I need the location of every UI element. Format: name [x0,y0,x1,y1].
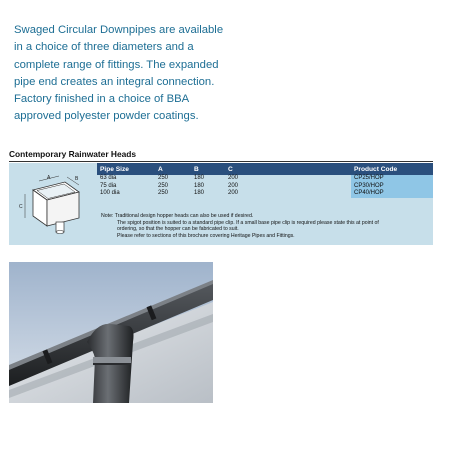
intro-line: approved polyester powder coatings. [14,110,199,123]
intro-line: complete range of fittings. The expanded [14,58,219,71]
notes-block [101,213,431,239]
pipe-clip [93,357,131,363]
header-a: A [155,163,191,175]
cell-pipe-size: 100 dia [100,190,120,197]
intro-line: in a choice of three diameters and a [14,41,194,54]
cell-product-code: CP30/HOP [351,183,433,191]
header-c: C [225,163,351,175]
gutter-downpipe-photo [9,262,213,403]
cell-a: 250 [158,190,169,197]
spigot-end [56,231,64,234]
cell-c: 200 [228,190,239,197]
note-line: Please refer to sections of this brochure covering Heritage Pipes and Fittings. [117,232,295,239]
cell-b: 180 [194,182,205,189]
table-header-row [97,163,433,175]
rainwater-head-diagram [9,172,89,242]
cell-product-code: CP40/HOP [351,190,433,198]
note-line: ordering, so that the hopper can be fabricated to suit. [117,226,239,233]
cell-a: 250 [158,175,169,181]
cell-product-code: CP25/HOP [351,175,433,183]
intro-line: Factory finished in a choice of BBA [14,93,190,106]
table-row [97,190,433,198]
note-line: The spigot position is suited to a standard pipe clip. If a small base pipe clip is required please state this at point of [117,219,379,226]
cell-c: 200 [228,175,239,181]
header-pipe-size: Pipe Size [97,163,155,175]
dimension-label-c: C [19,204,23,210]
table-row [97,175,433,183]
section-divider [9,161,433,162]
section-title: Contemporary Rainwater Heads [9,149,137,159]
cell-b: 180 [194,190,205,197]
intro-line: pipe end creates an integral connection. [14,75,215,88]
cell-pipe-size: 63 dia [100,175,117,181]
dimension-label-b: B [75,176,79,182]
intro-line: Swaged Circular Downpipes are available [14,24,224,36]
cell-a: 250 [158,182,169,189]
intro-text [14,22,254,126]
header-b: B [191,163,225,175]
table-row [97,183,433,191]
header-product-code: Product Code [351,163,433,175]
spec-table [97,163,433,198]
cell-b: 180 [194,175,205,181]
dimension-label-a: A [47,175,51,181]
note-line: Note: Traditional design hopper heads can also be used if desired. [101,213,254,219]
cell-pipe-size: 75 dia [100,182,117,189]
pipe-clip-edge [93,363,131,365]
cell-c: 200 [228,182,239,189]
